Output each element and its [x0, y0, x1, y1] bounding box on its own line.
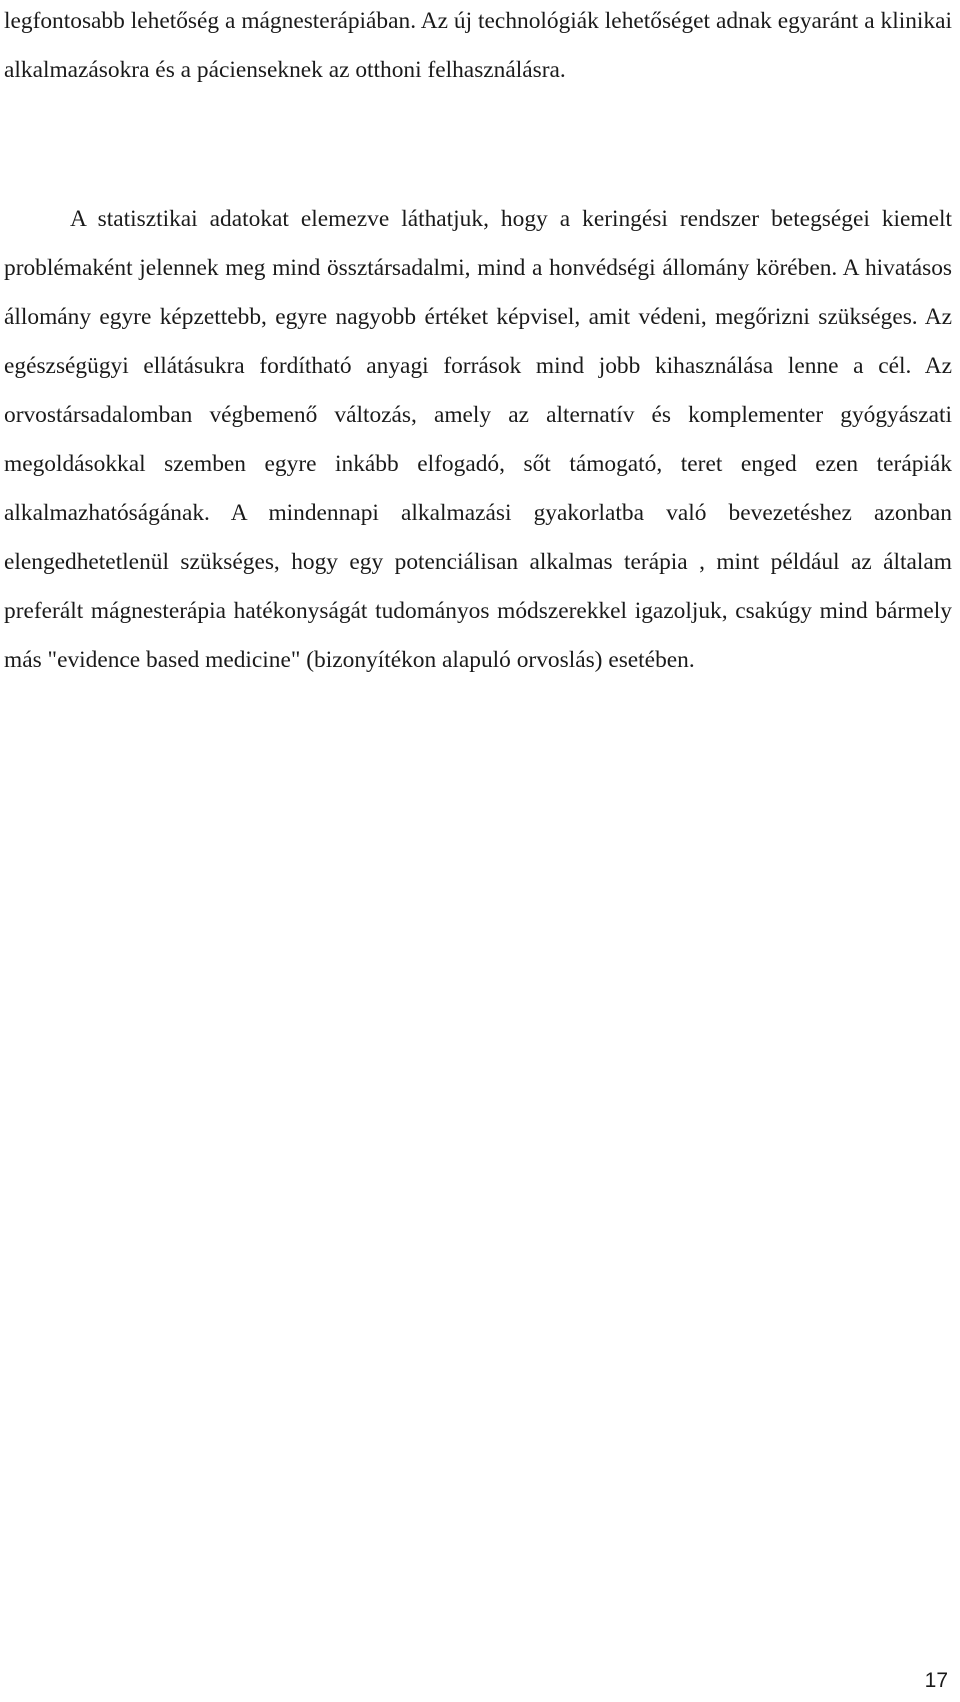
- paragraph-continuation: legfontosabb lehetőség a mágnesterápiában. Az új technológiák lehetőséget adnak egyaránt a klinikai alkalmazásokra és a pácienseknek az otthoni felhasználásra.: [4, 8, 952, 83]
- paragraph-statistics: A statisztikai adatokat elemezve láthatjuk, hogy a keringési rendszer betegségei kiemelt problémaként jelennek meg mind össztársadalmi, mind a honvédségi állomány körében. A hivatásos állomány egyre képzettebb, egyre nagyobb értéket képvisel, amit védeni, megőrizni szükséges. Az egészségügyi ellátásukra fordítható anyagi források mind jobb kihasználása lenne a cél. Az orvostársadalomban végbemenő változás, amely az alternatív és komplementer gyógyászati megoldásokkal szemben egyre inkább elfogadó, sőt támogató, teret enged ezen terápiák alkalmazhatóságának. A mindennapi alkalmazási gyakorlatba való bevezetéshez azonban elengedhetetlenül szükséges, hogy egy potenciálisan alkalmas terápia , mint például az általam preferált mágnesterápia hatékonyságát tudományos módszerekkel igazoljuk, csakúgy mind bármely más "evidence based medicine" (bizonyítékon alapuló orvoslás) esetében.: [4, 206, 952, 673]
- page-number: 17: [924, 1669, 948, 1692]
